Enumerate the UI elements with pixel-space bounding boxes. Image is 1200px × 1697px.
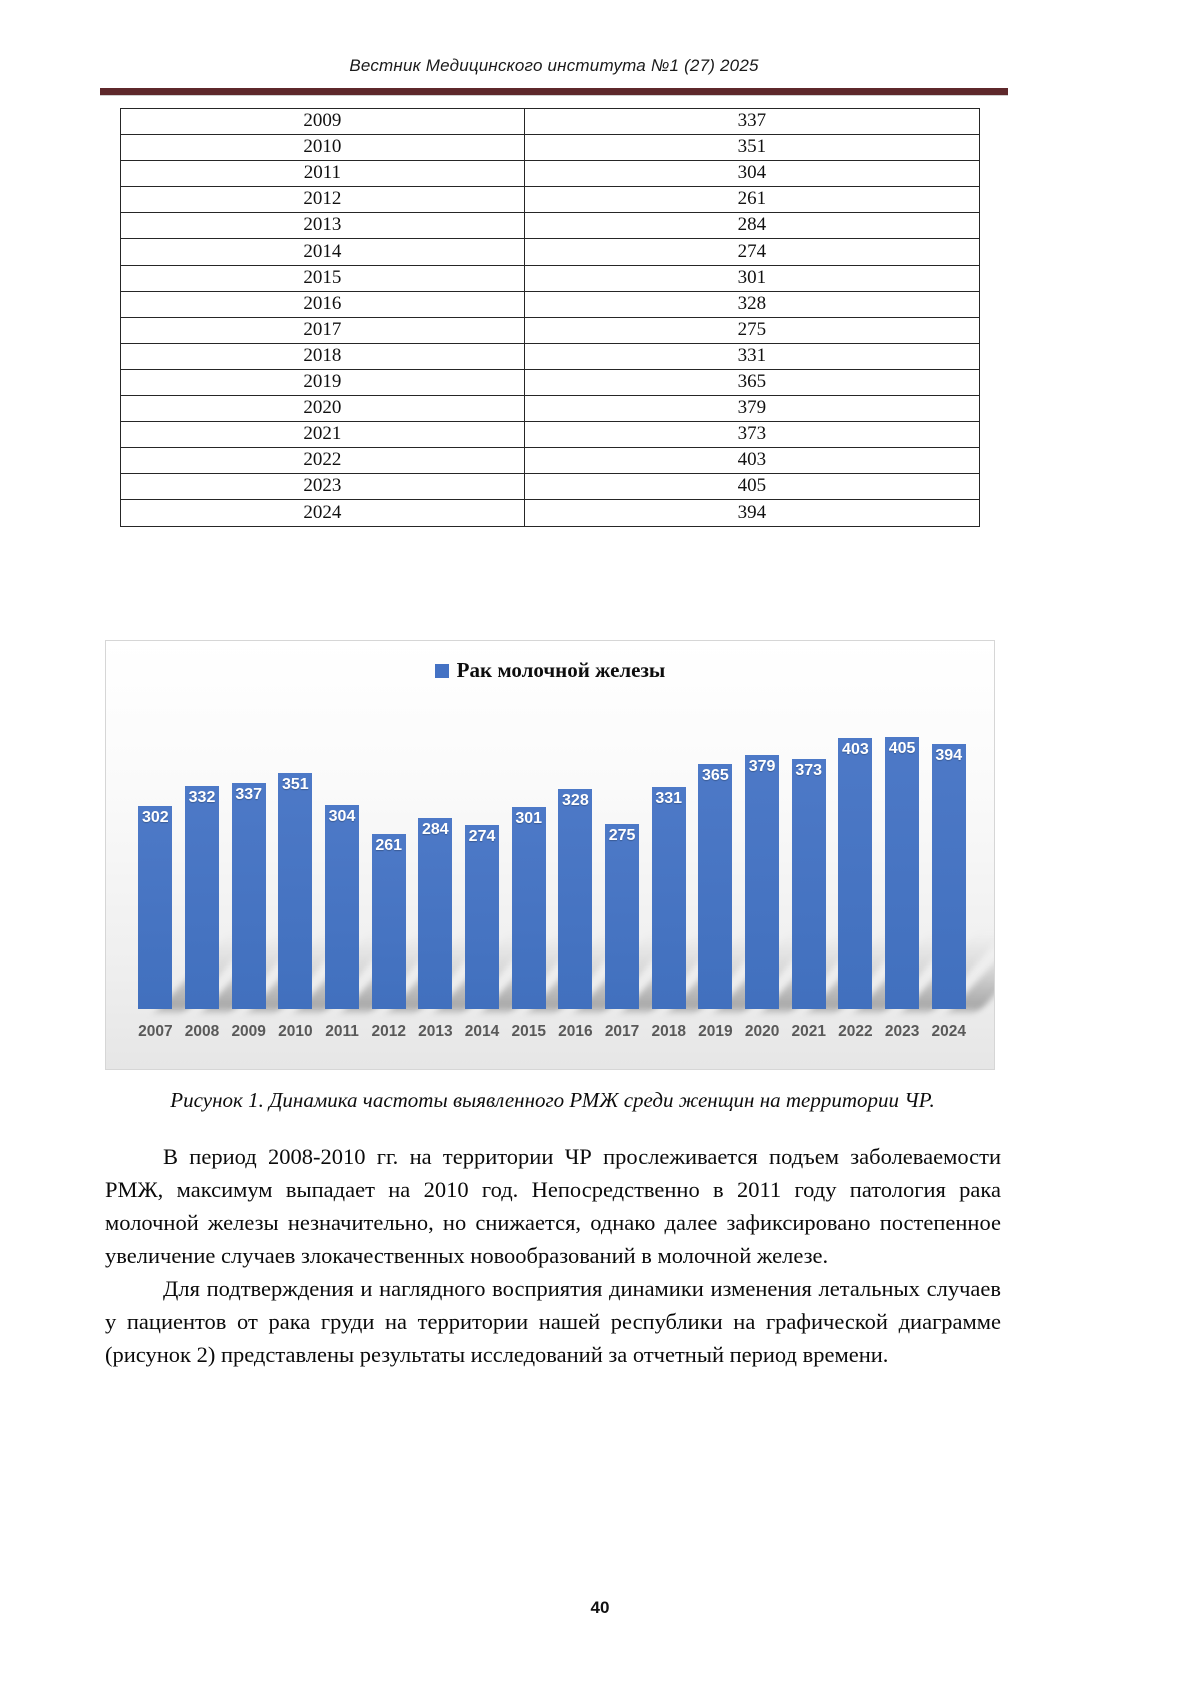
bar-cell	[459, 727, 506, 1009]
year-cell: 2014	[121, 239, 525, 265]
value-cell: 365	[524, 369, 979, 395]
bar-cell	[132, 727, 179, 1009]
chart-x-axis	[132, 1023, 972, 1041]
year-cell: 2013	[121, 213, 525, 239]
year-cell: 2024	[121, 500, 525, 526]
table-row	[121, 422, 980, 448]
year-cell: 2011	[121, 161, 525, 187]
bar	[418, 818, 452, 1009]
bar-value-label: 302	[141, 809, 169, 826]
table-row	[121, 343, 980, 369]
bar-cell	[365, 727, 412, 1009]
value-cell: 403	[524, 448, 979, 474]
bar	[325, 805, 359, 1009]
bar-value-label: 403	[842, 741, 869, 758]
x-axis-tick: 2011	[325, 1023, 359, 1040]
bar	[605, 824, 639, 1009]
bar	[698, 764, 732, 1009]
table-row	[121, 239, 980, 265]
header-rule	[100, 88, 1008, 96]
table-row	[121, 291, 980, 317]
incidence-table-body	[121, 109, 980, 527]
year-cell: 2010	[121, 135, 525, 161]
x-axis-tick: 2023	[884, 1023, 920, 1040]
bar-cell	[225, 727, 272, 1009]
x-axis-tick: 2018	[651, 1023, 686, 1040]
bar-chart	[105, 640, 995, 1070]
value-cell: 331	[524, 343, 979, 369]
year-cell: 2017	[121, 317, 525, 343]
bar-cell	[319, 727, 366, 1009]
bar-cell	[645, 727, 692, 1009]
figure-caption: Рисунок 1. Динамика частоты выявленного РМЖ среди женщин на территории ЧР.	[170, 1088, 935, 1112]
year-cell: 2021	[121, 422, 525, 448]
year-cell: 2019	[121, 369, 525, 395]
paragraph: В период 2008-2010 гг. на территории ЧР прослеживается подъем заболеваемости РМЖ, максимум выпадает на 2010 год. Непосредственно в 2011 году патология рака молочной железы незначительно, но снижается, однако далее зафиксировано постепенное увеличение случаев злокачественных новообразований в молочной железе.	[105, 1144, 1001, 1268]
bar-cell	[739, 727, 786, 1009]
table-row	[121, 187, 980, 213]
bar-value-label: 379	[748, 758, 776, 775]
page-number: 40	[590, 1598, 610, 1617]
x-axis-tick: 2010	[278, 1023, 313, 1040]
table-row	[121, 213, 980, 239]
bar	[745, 755, 779, 1009]
value-cell: 351	[524, 135, 979, 161]
bar-value-label: 365	[702, 767, 729, 784]
value-cell: 301	[524, 265, 979, 291]
value-cell: 394	[524, 500, 979, 526]
value-cell: 337	[524, 109, 979, 135]
bar-cell	[412, 727, 459, 1009]
bar	[185, 786, 219, 1009]
year-cell: 2023	[121, 474, 525, 500]
year-cell: 2016	[121, 291, 525, 317]
bar-cell	[272, 727, 319, 1009]
bar	[838, 738, 872, 1009]
bar-value-label: 351	[281, 776, 309, 793]
bar	[465, 825, 499, 1009]
x-axis-tick: 2020	[744, 1023, 780, 1040]
x-axis-tick: 2013	[418, 1023, 453, 1040]
bar-cell	[879, 727, 926, 1009]
x-axis-tick: 2022	[838, 1023, 873, 1040]
table-row	[121, 396, 980, 422]
x-axis-tick: 2019	[698, 1023, 733, 1040]
legend-label: Рак молочной железы	[456, 658, 666, 682]
table-row	[121, 474, 980, 500]
bar-cell	[785, 727, 832, 1009]
legend-swatch-icon	[435, 664, 449, 678]
table-row	[121, 500, 980, 526]
body-text	[105, 1140, 1001, 1371]
journal-title: Вестник Медицинского института №1 (27) 2025	[349, 56, 759, 75]
value-cell: 405	[524, 474, 979, 500]
bar-value-label: 275	[608, 827, 636, 844]
value-cell: 261	[524, 187, 979, 213]
x-axis-tick: 2017	[604, 1023, 640, 1040]
year-cell: 2022	[121, 448, 525, 474]
x-axis-tick: 2021	[791, 1023, 826, 1040]
value-cell: 304	[524, 161, 979, 187]
year-cell: 2020	[121, 396, 525, 422]
x-axis-tick: 2007	[138, 1023, 173, 1040]
bar-cell	[832, 727, 879, 1009]
chart-legend	[106, 658, 994, 683]
bar-value-label: 394	[935, 747, 963, 764]
paragraph: Для подтверждения и наглядного восприятия динамики изменения летальных случаев у пациентов от рака груди на территории нашей республики на графической диаграмме (рисунок 2) представлены результаты исследований за отчетный период времени.	[105, 1276, 1001, 1367]
year-cell: 2015	[121, 265, 525, 291]
value-cell: 373	[524, 422, 979, 448]
value-cell: 284	[524, 213, 979, 239]
table-row	[121, 135, 980, 161]
x-axis-tick: 2012	[371, 1023, 406, 1040]
bar-value-label: 332	[188, 789, 216, 806]
year-cell: 2018	[121, 343, 525, 369]
table-row	[121, 317, 980, 343]
x-axis-tick: 2008	[184, 1023, 220, 1040]
chart-plot-area	[132, 727, 972, 1009]
bar-cell	[925, 727, 972, 1009]
bar-cell	[179, 727, 226, 1009]
bar-value-label: 304	[328, 808, 356, 825]
bar	[372, 834, 406, 1009]
bar-value-label: 405	[888, 740, 916, 757]
bar-cell	[692, 727, 739, 1009]
incidence-table	[120, 108, 980, 527]
value-cell: 379	[524, 396, 979, 422]
x-axis-tick: 2014	[464, 1023, 500, 1040]
bar	[138, 806, 172, 1009]
bar	[792, 759, 826, 1009]
x-axis-tick: 2024	[931, 1023, 966, 1040]
bar	[232, 783, 266, 1009]
table-row	[121, 161, 980, 187]
bar-value-label: 373	[795, 762, 823, 779]
bar-value-label: 274	[468, 828, 496, 845]
x-axis-tick: 2015	[511, 1023, 546, 1040]
bar-value-label: 261	[375, 837, 403, 854]
year-cell: 2012	[121, 187, 525, 213]
bar-cell	[599, 727, 646, 1009]
bar-value-label: 284	[422, 821, 449, 838]
bar	[558, 789, 592, 1009]
bar-value-label: 331	[655, 790, 683, 807]
value-cell: 275	[524, 317, 979, 343]
bar-value-label: 337	[235, 786, 263, 803]
table-row	[121, 369, 980, 395]
year-cell: 2009	[121, 109, 525, 135]
bar	[652, 787, 686, 1009]
bar	[278, 773, 312, 1009]
bar	[932, 744, 966, 1009]
x-axis-tick: 2009	[231, 1023, 266, 1040]
bar	[512, 807, 546, 1009]
bar	[885, 737, 919, 1009]
bar-cell	[552, 727, 599, 1009]
x-axis-tick: 2016	[558, 1023, 593, 1040]
table-row	[121, 265, 980, 291]
bar-value-label: 301	[515, 810, 543, 827]
table-row	[121, 448, 980, 474]
table-row	[121, 109, 980, 135]
bar-cell	[505, 727, 552, 1009]
value-cell: 274	[524, 239, 979, 265]
value-cell: 328	[524, 291, 979, 317]
bar-value-label: 328	[562, 792, 589, 809]
